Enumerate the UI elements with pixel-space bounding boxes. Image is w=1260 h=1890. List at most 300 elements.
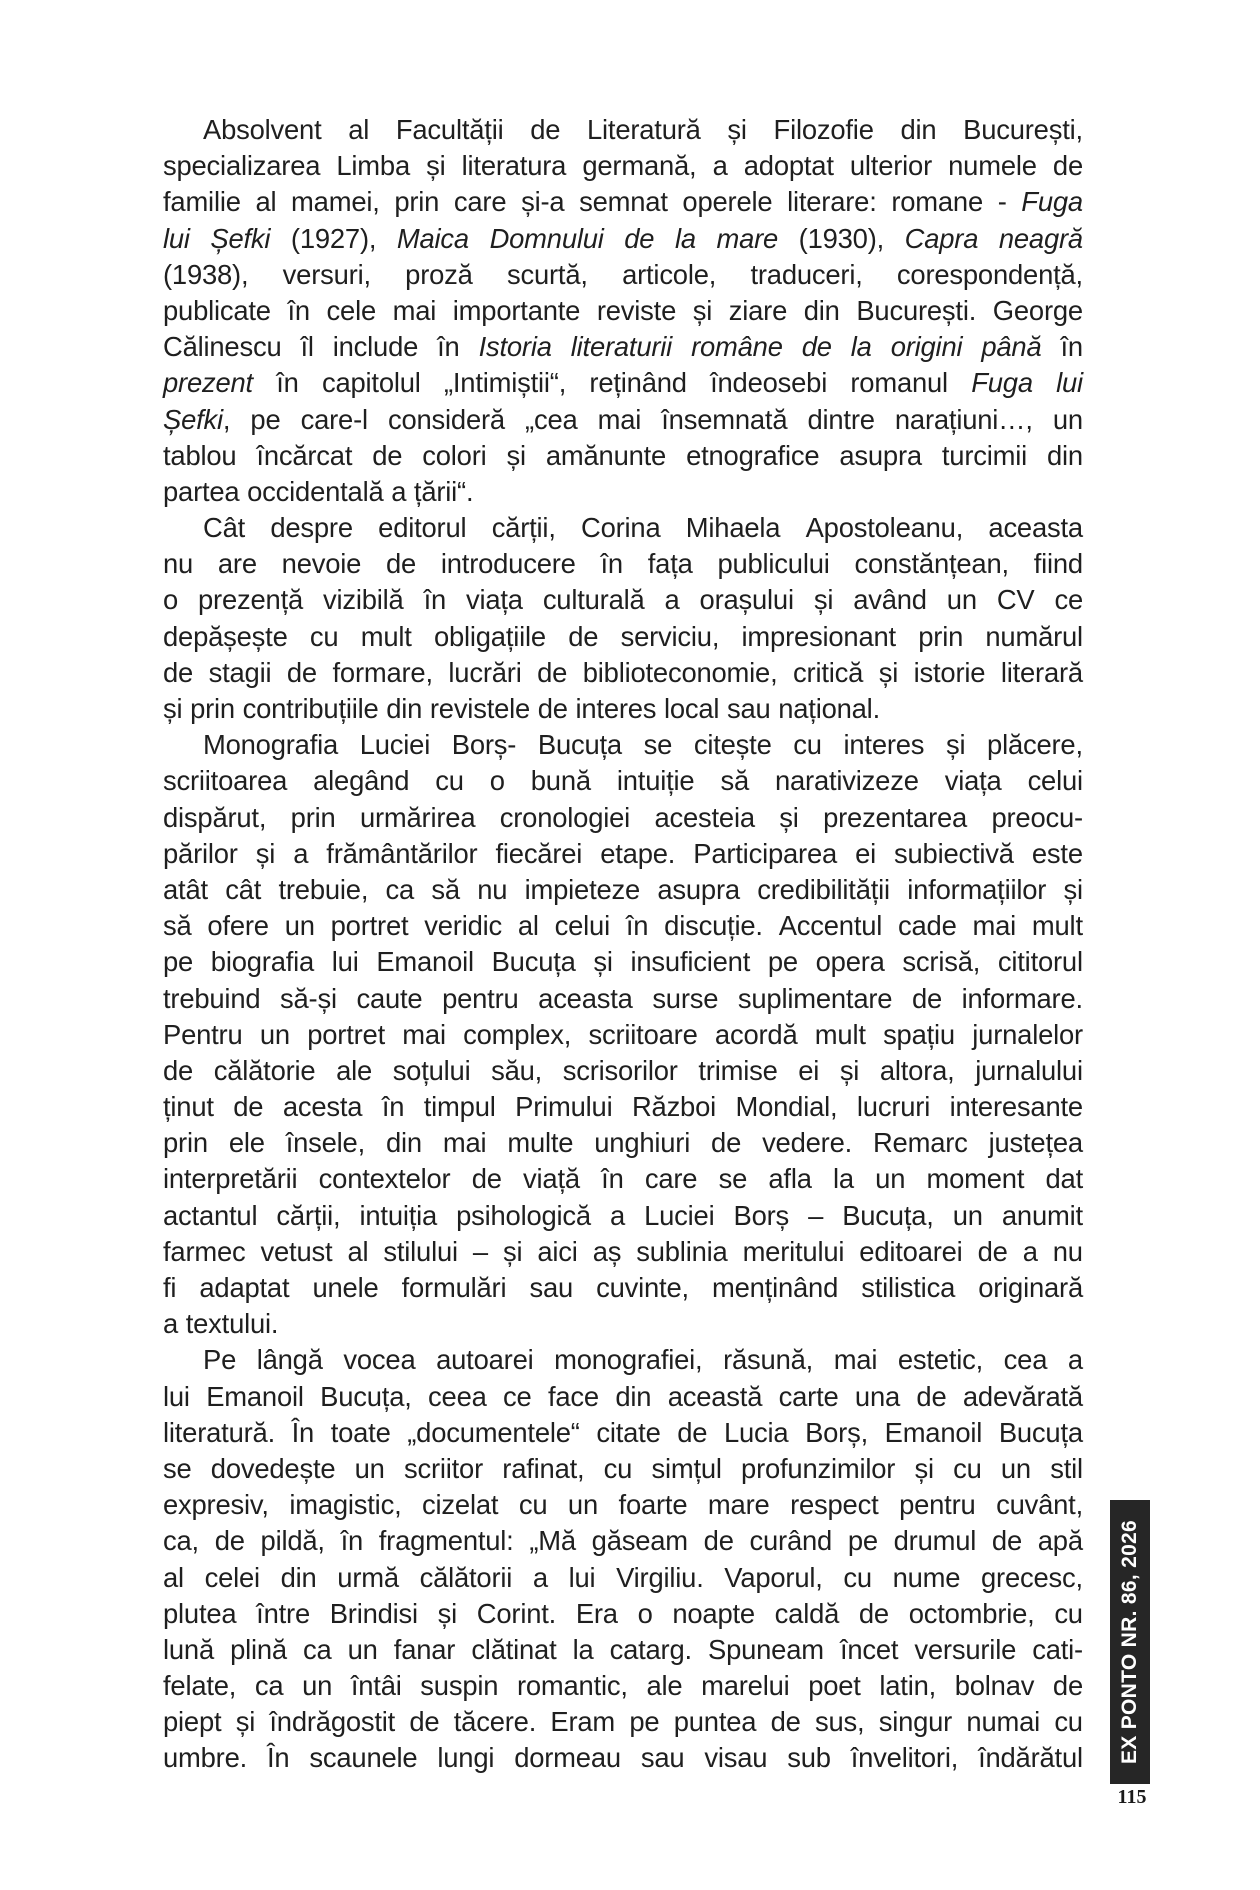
word-part: justețea <box>988 1127 1083 1159</box>
word <box>303 1632 332 1668</box>
word <box>319 1161 451 1197</box>
word-part: să <box>431 873 460 905</box>
word-part: scrisorilor <box>562 1054 678 1086</box>
word <box>163 1668 236 1704</box>
word <box>519 1487 548 1523</box>
word <box>199 1270 289 1306</box>
word-part: un <box>354 1452 385 1484</box>
word <box>713 148 728 184</box>
word-part: germană, <box>582 150 697 182</box>
word-part: Mihaela <box>685 512 781 544</box>
text-line <box>163 691 1083 727</box>
paragraph <box>163 112 1083 510</box>
word <box>802 329 832 365</box>
word <box>724 1415 788 1451</box>
word-part: lună <box>163 1633 214 1665</box>
word <box>997 582 1035 618</box>
word <box>230 1632 287 1668</box>
text-line <box>163 474 1083 510</box>
word <box>815 1017 866 1053</box>
word <box>712 1270 838 1306</box>
text-line <box>163 438 1083 474</box>
word-part: Filozofie <box>773 114 874 145</box>
word <box>307 1017 385 1053</box>
text-line <box>163 1415 1083 1451</box>
text-line <box>163 221 1083 257</box>
word-part: Bucuța <box>998 1416 1083 1448</box>
word-part: și <box>839 1054 860 1086</box>
word <box>907 872 1046 908</box>
word-part: credibilității <box>757 873 890 905</box>
word <box>521 184 564 220</box>
paragraph <box>163 510 1083 727</box>
word <box>853 582 927 618</box>
word <box>269 1704 395 1740</box>
word <box>750 1523 833 1559</box>
word <box>531 763 591 799</box>
word-part: în <box>340 1525 364 1557</box>
word-part: ale <box>646 1670 683 1702</box>
word-part: respect <box>790 1489 879 1521</box>
word-part: viața <box>465 584 523 616</box>
word-part: imagistic, <box>289 1489 402 1521</box>
word-part: capitolul <box>321 367 421 399</box>
word-part: Borș- <box>451 729 517 761</box>
word <box>250 402 280 438</box>
word-part: etnografice <box>686 439 820 471</box>
word-part: al <box>255 186 277 218</box>
word <box>360 800 475 836</box>
word <box>816 944 885 980</box>
text-line <box>163 1704 1083 1740</box>
word <box>490 763 505 799</box>
word-part: octombrie, <box>908 1597 1035 1629</box>
word-part: cuvinte, <box>596 1272 689 1303</box>
word <box>360 727 430 763</box>
italic-title: Capra <box>904 222 979 254</box>
word <box>256 438 352 474</box>
word <box>206 1379 304 1415</box>
italic-title: Fuga <box>971 367 1033 399</box>
word <box>978 1270 1083 1306</box>
word-part: drumul <box>893 1525 977 1557</box>
word <box>762 1125 852 1161</box>
word-part: stilistica <box>861 1272 956 1303</box>
word-part: ele <box>228 1127 265 1159</box>
word-part: o <box>489 765 505 797</box>
word <box>548 1379 599 1415</box>
italic-title: literaturii <box>570 331 673 363</box>
word-part: suplimentare <box>737 982 893 1014</box>
word <box>333 655 433 691</box>
word <box>503 1234 522 1270</box>
word-part: anumit <box>1001 1199 1083 1231</box>
word-part: care <box>644 1163 698 1195</box>
word <box>1060 329 1082 365</box>
word <box>289 1487 401 1523</box>
word <box>661 402 787 438</box>
word-part: Lucia <box>723 1416 789 1448</box>
word-part: formulări <box>401 1272 507 1303</box>
word <box>946 727 965 763</box>
word <box>1068 1342 1083 1378</box>
word <box>621 619 720 655</box>
word <box>998 944 1083 980</box>
word <box>336 1053 372 1089</box>
text-line <box>163 908 1083 944</box>
word <box>393 1053 471 1089</box>
word-part: fi <box>163 1272 177 1303</box>
word-part: la <box>833 1163 854 1195</box>
word <box>798 1053 819 1089</box>
word-part: ca <box>254 1670 284 1702</box>
word <box>336 148 410 184</box>
word <box>452 727 516 763</box>
word <box>236 1704 255 1740</box>
word <box>255 184 276 220</box>
word-part: în <box>381 1091 405 1123</box>
word <box>436 1342 533 1378</box>
word <box>163 546 193 582</box>
word <box>736 1089 838 1125</box>
word-part: Corint. <box>476 1597 557 1629</box>
word-part: Participarea <box>693 837 838 869</box>
word <box>981 329 1041 365</box>
word-part: de <box>163 1054 194 1086</box>
word-part: se <box>643 729 673 761</box>
word-part: Bucuța <box>491 946 576 978</box>
word-part: din <box>280 1561 317 1593</box>
word <box>779 800 798 836</box>
word-part: dovedește <box>210 1452 336 1484</box>
word <box>717 546 829 582</box>
word-part: îndeosebi <box>710 367 828 399</box>
word <box>1047 438 1083 474</box>
word <box>163 474 239 510</box>
word <box>394 184 439 220</box>
word-part: trimise <box>698 1054 778 1086</box>
word-part: mai <box>402 1018 446 1050</box>
word <box>424 1089 496 1125</box>
word <box>454 184 506 220</box>
word <box>793 727 822 763</box>
word <box>163 1379 190 1415</box>
italic-title: Maica <box>396 222 469 254</box>
word <box>163 1198 257 1234</box>
word-part: între <box>256 1597 310 1629</box>
paragraph <box>163 1342 1083 1776</box>
word <box>490 221 604 257</box>
word-part: din <box>615 1380 652 1412</box>
word-part: Literatură <box>586 114 701 145</box>
word <box>163 329 281 365</box>
italic-title: lui <box>163 222 190 254</box>
text-line <box>163 582 1083 618</box>
word <box>209 655 272 691</box>
word <box>978 1234 1008 1270</box>
word <box>859 1596 889 1632</box>
text-line <box>163 1306 1083 1342</box>
word <box>225 872 261 908</box>
word-part: critică <box>793 656 864 688</box>
word-part: în <box>287 294 310 326</box>
word <box>466 582 523 618</box>
word-part: trebuie, <box>278 873 369 905</box>
word-part: portret <box>330 910 409 942</box>
word <box>163 148 320 184</box>
word-part: Vaporul, <box>724 1561 823 1593</box>
word <box>386 691 422 727</box>
word-part: și <box>813 584 834 616</box>
word-part: cărții, <box>276 1199 341 1231</box>
word <box>778 691 880 727</box>
text-line <box>163 763 1083 799</box>
word-part: – <box>808 1199 824 1231</box>
word-part: intuiția <box>359 1199 438 1231</box>
word <box>163 1596 236 1632</box>
word-part: CV <box>996 584 1035 616</box>
word-part: apă <box>1037 1525 1083 1557</box>
word-part: cu <box>953 1452 982 1484</box>
word-part: cati- <box>1032 1633 1083 1665</box>
word-part: îl <box>300 331 314 363</box>
word-part: plină <box>230 1633 287 1665</box>
word-part: în <box>437 331 460 363</box>
word <box>341 1523 363 1559</box>
word <box>514 1740 621 1776</box>
word <box>394 1632 455 1668</box>
word <box>292 1415 314 1451</box>
word <box>1032 908 1083 944</box>
word-part: nevoie <box>281 548 362 580</box>
text-line <box>163 1234 1083 1270</box>
word-part: scriitor <box>403 1452 484 1484</box>
word-part: toate <box>330 1416 391 1448</box>
word-part: stagii <box>208 656 272 688</box>
word <box>326 836 477 872</box>
word <box>473 1234 488 1270</box>
word-part: constănțean, <box>854 548 1009 580</box>
word-part: mai <box>597 403 642 435</box>
word-part: Limba <box>336 150 410 182</box>
word <box>420 1560 513 1596</box>
word <box>456 1198 591 1234</box>
word-part: În <box>291 1416 315 1448</box>
word-part: și-a <box>521 186 565 218</box>
word-part: a <box>712 150 728 182</box>
word-part: a <box>610 1199 626 1231</box>
word-part: al <box>347 1235 369 1267</box>
text-line <box>163 944 1083 980</box>
word <box>615 1379 651 1415</box>
word-part: fiecărei <box>495 837 583 869</box>
text-line <box>163 1270 1083 1306</box>
word <box>571 329 672 365</box>
word-part: „cea <box>525 403 578 435</box>
text-line <box>163 112 1083 148</box>
word <box>270 510 353 546</box>
word <box>163 1270 176 1306</box>
italic-title: Șefki <box>163 403 223 435</box>
italic-title: lui <box>1056 367 1083 399</box>
word <box>1053 1668 1083 1704</box>
word <box>675 221 696 257</box>
word <box>163 1089 214 1125</box>
word-part: subiectivă <box>894 837 1014 869</box>
word <box>719 1161 748 1197</box>
word <box>851 1740 958 1776</box>
word-part: călătorie <box>213 1054 316 1086</box>
word <box>991 800 1082 836</box>
word-part: portret <box>307 1018 385 1050</box>
word-part: bună <box>530 765 591 797</box>
word-part: puntea <box>673 1706 757 1738</box>
word <box>491 1053 542 1089</box>
word-part: mamei, <box>291 186 380 218</box>
word <box>710 365 827 401</box>
word <box>619 1487 688 1523</box>
word <box>293 836 308 872</box>
word-part: visau <box>704 1742 768 1774</box>
word <box>287 655 317 691</box>
word <box>431 872 460 908</box>
word-part: prin <box>163 1127 208 1159</box>
word <box>953 1198 983 1234</box>
word <box>998 184 1007 220</box>
word-part: consideră <box>387 403 505 435</box>
word <box>332 944 359 980</box>
word <box>716 221 778 257</box>
word-part: interes <box>843 729 925 761</box>
word <box>214 1053 316 1089</box>
word-part: adevărată <box>962 1380 1083 1412</box>
word <box>894 1523 977 1559</box>
word-part: familie <box>163 186 241 218</box>
word <box>507 438 526 474</box>
word <box>283 257 371 293</box>
word-part: un <box>952 1199 983 1231</box>
word-part: bolnav <box>954 1670 1035 1702</box>
word <box>163 257 248 293</box>
word-part: al <box>163 1561 184 1593</box>
word-part: de <box>537 656 568 688</box>
word <box>515 1089 612 1125</box>
text-line <box>163 836 1083 872</box>
word <box>337 1560 399 1596</box>
word <box>356 981 422 1017</box>
word-part: și <box>878 656 899 688</box>
word-part: proză <box>405 258 473 290</box>
word-part: foarte <box>618 1489 688 1521</box>
word <box>902 944 980 980</box>
word-part: cu <box>309 620 339 652</box>
word <box>422 1487 498 1523</box>
word <box>808 1198 823 1234</box>
word-part: sau <box>726 693 771 724</box>
word <box>850 365 948 401</box>
word-part: – <box>472 1235 488 1267</box>
word <box>163 763 287 799</box>
word-part: Pe <box>203 1344 237 1376</box>
word-part: Remarc <box>872 1127 968 1159</box>
word <box>555 908 610 944</box>
word-part: Emanoil <box>884 1416 983 1448</box>
word <box>163 1523 199 1559</box>
word <box>665 582 680 618</box>
word-part: și <box>593 946 613 978</box>
word-part: prin <box>190 693 235 724</box>
word <box>351 1668 402 1704</box>
word-part: însemnată <box>661 403 788 435</box>
word <box>698 1053 777 1089</box>
word <box>163 691 182 727</box>
word-part: versuri, <box>282 258 371 290</box>
text-line <box>163 655 1083 691</box>
word <box>323 582 404 618</box>
word-part: este <box>1031 837 1083 869</box>
word <box>313 763 409 799</box>
word <box>471 1632 556 1668</box>
word-part: având <box>853 584 927 616</box>
word-part: psihologică <box>456 1199 591 1231</box>
word <box>891 184 983 220</box>
word <box>333 329 418 365</box>
word-part: informare. <box>961 982 1083 1014</box>
word-part: literară <box>1000 656 1083 688</box>
word-part: specializarea <box>163 150 321 182</box>
word-part: din <box>386 693 423 724</box>
word-part: George <box>992 294 1083 326</box>
word <box>348 112 369 148</box>
word-part: sau <box>640 1742 685 1774</box>
word <box>859 1234 962 1270</box>
word-part: Bucuța <box>537 729 622 761</box>
word <box>210 221 270 257</box>
word-part: cu <box>793 729 822 761</box>
word-part: Spuneam <box>708 1633 824 1665</box>
word <box>600 836 675 872</box>
word <box>855 836 876 872</box>
word <box>543 582 645 618</box>
word-part: orașului <box>699 584 794 616</box>
text-line <box>163 1560 1083 1596</box>
word-part: un <box>567 1489 598 1521</box>
word-part: ca <box>385 873 415 905</box>
word <box>1064 872 1083 908</box>
word-part: să-și <box>280 982 337 1014</box>
word <box>693 293 712 329</box>
word <box>383 1234 458 1270</box>
word <box>376 944 474 980</box>
word <box>741 1451 895 1487</box>
text-line <box>163 148 1083 184</box>
word <box>856 293 976 329</box>
word-part: lângă <box>256 1344 323 1376</box>
word <box>430 691 530 727</box>
word-part: umbre. <box>163 1742 248 1774</box>
word <box>823 800 967 836</box>
word-part: și <box>437 1597 458 1629</box>
word-part: Bucuța, <box>842 1199 934 1231</box>
word <box>579 184 668 220</box>
word-part: pentru <box>899 1489 976 1521</box>
word <box>883 1017 955 1053</box>
word <box>992 1523 1022 1559</box>
word-part: Cât <box>203 512 246 544</box>
word-part: publicului <box>717 548 830 580</box>
word <box>215 1523 245 1559</box>
word <box>918 619 963 655</box>
